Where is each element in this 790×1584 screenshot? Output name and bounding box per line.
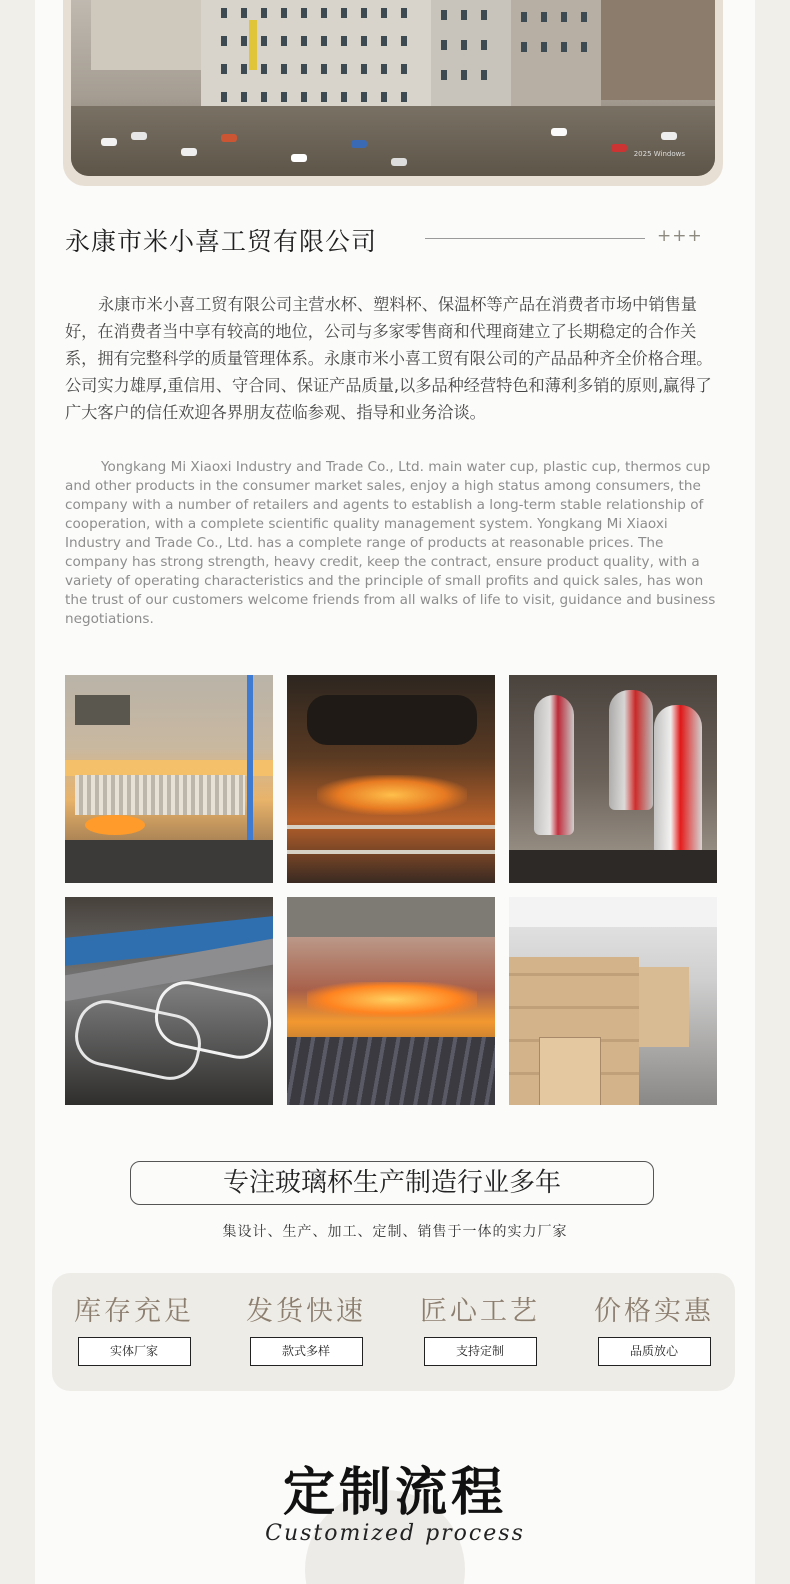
page <box>35 0 755 1584</box>
feature-title: 发货快速 <box>246 1296 366 1327</box>
company-intro-english: Yongkang Mi Xiaoxi Industry and Trade Co., Ltd. main water cup, plastic cup, thermos cup and other products in the consumer market sales, enjoy a high status among consumers, the company with a number of retailers and agents to establish a long-term stable relationship of cooperation, with a complete scientific quality management system. Yongkang Mi Xiaoxi Industry and Trade Co., Ltd. has a complete range of products at reasonable prices. The company has strong strength, heavy credit, keep the contract, ensure product quality, with a variety of operating characteristics and the principle of small profits and quick sales, has won the trust of our customers welcome friends from all walks of life to visit, guidance and business negotiations. <box>65 459 716 627</box>
photo-watermark: 2025 Windows <box>633 150 685 158</box>
company-intro-chinese: 永康市米小喜工贸有限公司主营水杯、塑料杯、保温杯等产品在消费者市场中销售量好，在消费者当中享有较高的地位，公司与多家零售商和代理商建立了长期稳定的合作关系，拥有完整科学的质量管理体系。永康市米小喜工贸有限公司的产品品种齐全价格合理。公司实力雄厚,重信用、守合同、保证产品质量,以多品种经营特色和薄利多销的原则,赢得了广大客户的信任欢迎各界朋友莅临参观、指导和业务洽谈。 <box>65 295 713 422</box>
title-decoration: +++ <box>657 226 703 246</box>
title-divider <box>425 238 645 239</box>
factory-photo-1 <box>65 675 273 883</box>
factory-building-photo <box>71 0 715 176</box>
feature-tag-button[interactable]: 品质放心 <box>598 1337 711 1366</box>
factory-photo-6 <box>509 897 717 1105</box>
features-panel <box>52 1273 735 1391</box>
hero-frame <box>63 0 723 186</box>
feature-tag-button[interactable]: 款式多样 <box>250 1337 363 1366</box>
factory-photo-4 <box>65 897 273 1105</box>
company-title: 永康市米小喜工贸有限公司 <box>65 227 378 256</box>
factory-photo-2 <box>287 675 495 883</box>
feature-title: 匠心工艺 <box>420 1296 540 1327</box>
feature-stock <box>54 1289 214 1366</box>
company-title-row <box>65 222 715 256</box>
feature-craft <box>400 1289 560 1366</box>
feature-tag-button[interactable]: 实体厂家 <box>78 1337 191 1366</box>
factory-photo-5 <box>287 897 495 1105</box>
feature-title: 价格实惠 <box>594 1296 714 1327</box>
process-subtitle: Customized process <box>265 1521 525 1546</box>
feature-shipping <box>226 1289 386 1366</box>
feature-title: 库存充足 <box>74 1296 194 1327</box>
process-title: 定制流程 <box>282 1462 507 1523</box>
slogan-box: 专注玻璃杯生产制造行业多年 <box>130 1161 654 1205</box>
slogan-subtitle: 集设计、生产、加工、定制、销售于一体的实力厂家 <box>222 1224 568 1240</box>
feature-price <box>574 1289 734 1366</box>
feature-tag-button[interactable]: 支持定制 <box>424 1337 537 1366</box>
factory-photo-3 <box>509 675 717 883</box>
